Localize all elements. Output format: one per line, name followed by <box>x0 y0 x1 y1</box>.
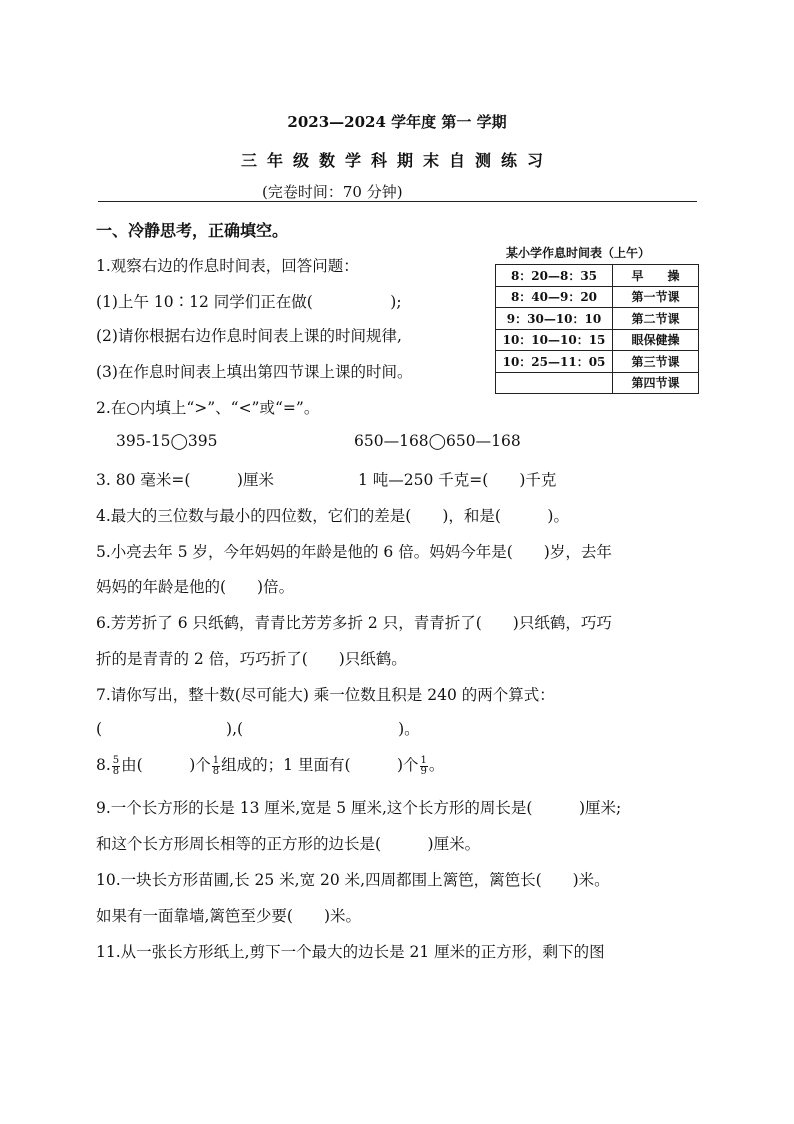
q2-right: 650—168◯650—168 <box>354 432 521 450</box>
table-row <box>496 329 699 351</box>
table-row <box>496 351 699 373</box>
q1-part-a: (1)上午 10∶12 同学们正在做( ); <box>96 293 402 311</box>
exam-subtitle: 三年级数学科期末自测练习 <box>240 151 553 170</box>
q6-line2: 折的是青青的 2 倍，巧巧折了( )只纸鹤。 <box>96 650 407 668</box>
schedule-activity: 眼保健操 <box>613 329 699 351</box>
q10-line1: 10.一块长方形苗圃,长 25 米,宽 20 米,四周都围上篱笆，篱笆长( )米。 <box>96 871 610 889</box>
q4-text: 4.最大的三位数与最小的四位数，它们的差是( )，和是( )。 <box>96 507 569 525</box>
table-row <box>496 265 699 287</box>
q8-prefix: 8. <box>96 756 111 774</box>
q8-suffix: 。 <box>428 756 445 774</box>
table-row <box>496 372 699 394</box>
schedule-time: 10：25—11：05 <box>496 351 613 373</box>
schedule-time: 10：10—10：15 <box>496 329 613 351</box>
q9-line2: 和这个长方形周长相等的正方形的边长是( )厘米。 <box>96 835 481 853</box>
q7-line2: ( ),( )。 <box>96 720 420 738</box>
time-note: (完卷时间：70 分钟) <box>262 183 403 201</box>
header-divider <box>98 201 697 202</box>
q3-right: 1 吨—250 千克=( )千克 <box>358 471 557 489</box>
schedule-activity: 早 操 <box>613 265 699 287</box>
schedule-time: 8：40—9：20 <box>496 286 613 308</box>
q2-left: 395-15◯395 <box>116 432 218 450</box>
schedule-activity: 第一节课 <box>613 286 699 308</box>
q3-left: 3. 80 毫米=( )厘米 <box>96 471 274 489</box>
q11-line1: 11.从一张长方形纸上,剪下一个最大的边长是 21 厘米的正方形，剩下的图 <box>96 943 605 961</box>
schedule-activity: 第四节课 <box>613 372 699 394</box>
schedule-time: 9：30—10：10 <box>496 308 613 330</box>
q5-line2: 妈妈的年龄是他的( )倍。 <box>96 578 295 596</box>
schedule-activity: 第二节课 <box>613 308 699 330</box>
schedule-time-blank[interactable] <box>496 372 613 394</box>
schedule-title: 某小学作息时间表（上午） <box>506 246 651 260</box>
fraction-five-eighths: $\frac{5}{8}$ <box>112 754 120 777</box>
schedule-table <box>495 264 699 394</box>
table-row <box>496 286 699 308</box>
q1-stem: 1.观察右边的作息时间表，回答问题： <box>96 257 359 275</box>
q7-line1: 7.请你写出，整十数(尽可能大) 乘一位数且积是 240 的两个算式： <box>96 686 555 704</box>
q2-stem: 2.在○内填上“>”、“<”或“=”。 <box>96 399 320 417</box>
q5-line1: 5.小亮去年 5 岁，今年妈妈的年龄是他的 6 倍。妈妈今年是( )岁，去年 <box>96 543 612 561</box>
table-row <box>496 308 699 330</box>
exam-title: 2023—2024 学年度 第一 学期 <box>287 113 507 131</box>
q6-line1: 6.芳芳折了 6 只纸鹤，青青比芳芳多折 2 只，青青折了( )只纸鹤，巧巧 <box>96 614 612 632</box>
schedule-time: 8：20—8：35 <box>496 265 613 287</box>
q10-line2: 如果有一面靠墙,篱笆至少要( )米。 <box>96 907 362 925</box>
fraction-one-ninth: $\frac{1}{9}$ <box>420 754 427 777</box>
q9-line1: 9.一个长方形的长是 13 厘米,宽是 5 厘米,这个长方形的周长是( )厘米; <box>96 799 622 817</box>
schedule-activity: 第三节课 <box>613 351 699 373</box>
q1-part-b: (2)请你根据右边作息时间表上课的时间规律, <box>96 327 402 345</box>
q8-text <box>96 753 444 777</box>
fraction-one-eighth: $\frac{1}{8}$ <box>212 754 220 777</box>
section-heading: 一、冷静思考，正确填空。 <box>96 221 289 240</box>
q1-part-c: (3)在作息时间表上填出第四节课上课的时间。 <box>96 363 413 381</box>
q8-part2: 由( )个 <box>121 756 211 774</box>
q8-part3: 组成的；1 里面有( )个 <box>221 756 419 774</box>
